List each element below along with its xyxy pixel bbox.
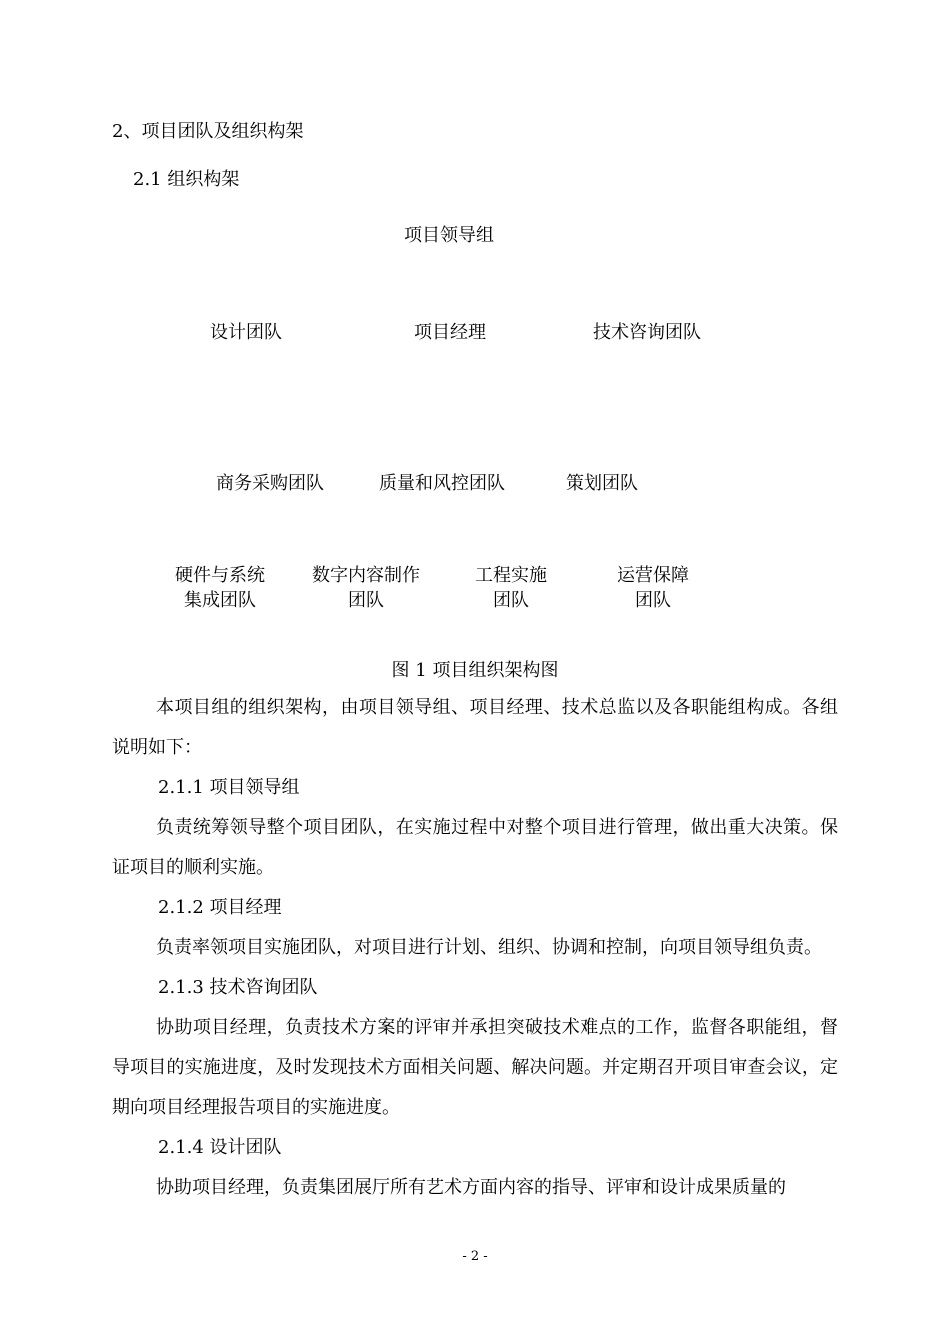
item-heading: 2.1.1 项目领导组: [158, 777, 300, 798]
org-node-design: 设计团队: [210, 322, 282, 343]
item-heading: 2.1.4 设计团队: [158, 1137, 282, 1158]
org-node-tech-consulting: 技术咨询团队: [593, 322, 701, 343]
subsection-heading: 2.1 组织构架: [133, 169, 240, 190]
org-node-label-line: 集成团队: [184, 590, 256, 611]
org-node-label-line: 工程实施: [475, 565, 547, 586]
figure-caption: 图 1 项目组织架构图: [391, 660, 559, 681]
item-paragraph: 负责率领项目实施团队，对项目进行计划、组织、协调和控制，向项目领导组负责。: [156, 937, 822, 958]
org-node-label-line: 数字内容制作: [312, 565, 420, 586]
org-node-business-procurement: 商务采购团队: [216, 473, 324, 494]
org-node-engineering: [431, 563, 591, 613]
org-node-label-line: 硬件与系统: [175, 565, 265, 586]
item-paragraph: 负责统筹领导整个项目团队，在实施过程中对整个项目进行管理，做出重大决策。保证项目的顺利实施。: [112, 817, 838, 878]
org-node-label-line: 团队: [635, 590, 671, 611]
org-node-leadership: 项目领导组: [404, 225, 494, 246]
org-node-quality-risk: 质量和风控团队: [379, 473, 505, 494]
intro-paragraph: 本项目组的组织架构，由项目领导组、项目经理、技术总监以及各职能组构成。各组说明如下：: [112, 697, 838, 758]
item-paragraph: 协助项目经理，负责集团展厅所有艺术方面内容的指导、评审和设计成果质量的: [156, 1177, 786, 1198]
item-heading: 2.1.2 项目经理: [158, 897, 282, 918]
page-number: - 2 -: [462, 1249, 488, 1264]
org-node-digital-content: [286, 563, 446, 613]
org-node-project-manager: 项目经理: [414, 322, 486, 343]
org-node-label-line: 团队: [493, 590, 529, 611]
item-paragraph: 协助项目经理，负责技术方案的评审并承担突破技术难点的工作，监督各职能组，督导项目的实施进度，及时发现技术方面相关问题、解决问题。并定期召开项目审查会议，定期向项目经理报告项目的实施进度。: [112, 1017, 838, 1118]
org-node-hardware-integration: [140, 563, 300, 613]
body-text: [112, 688, 838, 1208]
org-node-operations: [573, 563, 733, 613]
org-node-planning: 策划团队: [566, 473, 638, 494]
section-heading: 2、项目团队及组织构架: [112, 121, 304, 142]
org-node-label-line: 运营保障: [617, 565, 689, 586]
org-node-label-line: 团队: [348, 590, 384, 611]
item-heading: 2.1.3 技术咨询团队: [158, 977, 318, 998]
